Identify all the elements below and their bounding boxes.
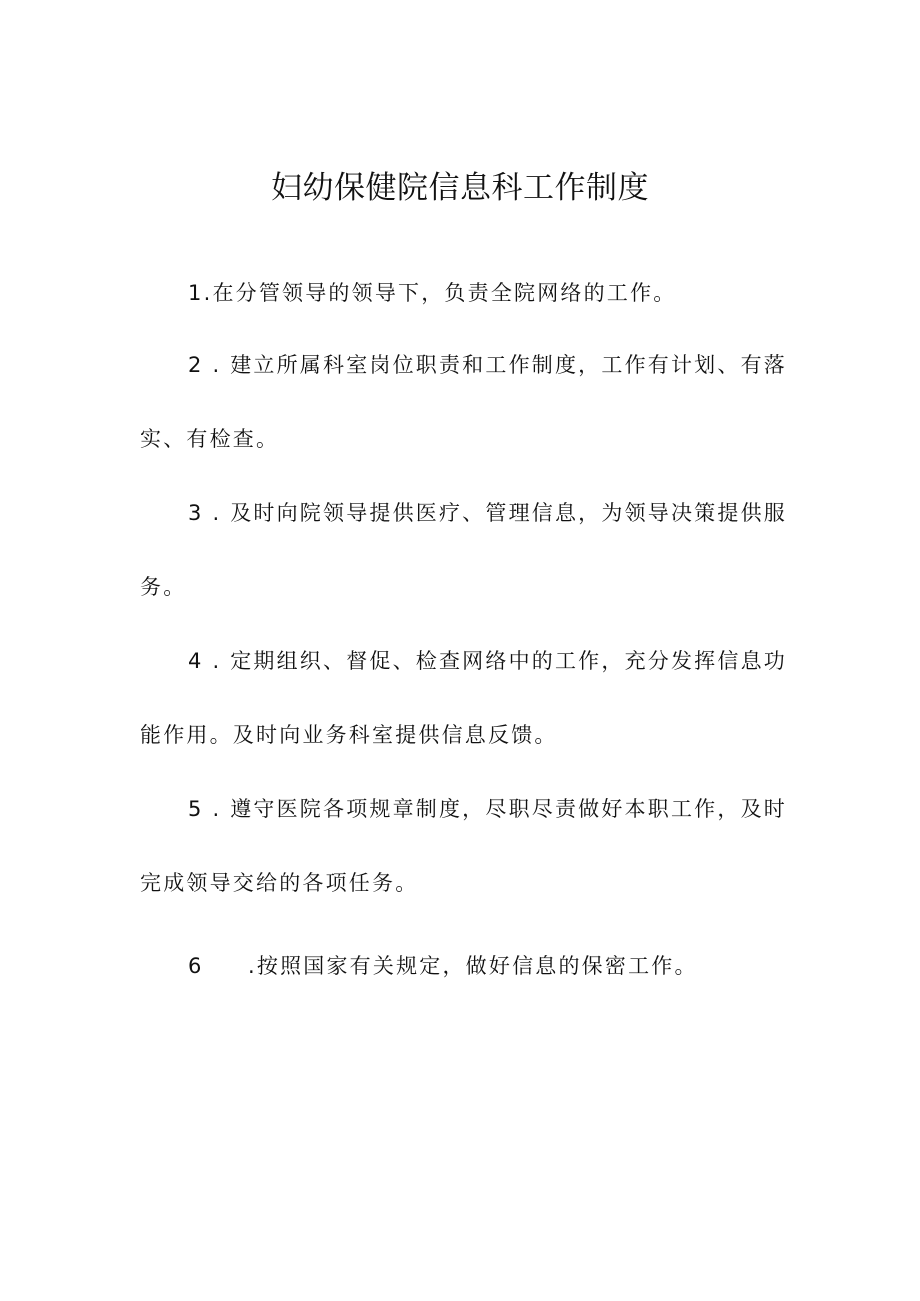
item-text: . 定期组织、督促、检查网络中的工作，充分发挥信息功 [203,649,787,673]
item-line [188,498,787,528]
item-number: 6 [188,954,204,978]
item-number: 2 [188,353,204,377]
item-continuation: 能作用。及时向业务科室提供信息反馈。 [140,723,558,747]
item-number: 5 [188,797,204,821]
item-line [188,350,787,380]
item-text: .在分管领导的领导下，负责全院网络的工作。 [203,281,677,305]
item-continuation: 务。 [140,575,187,599]
item-line [188,951,698,981]
item-line [188,278,676,308]
item-text: .按照国家有关规定，做好信息的保密工作。 [248,954,698,978]
item-continuation: 完成领导交给的各项任务。 [140,871,419,895]
item-number: 4 [188,649,204,673]
item-number: 1 [188,281,204,305]
item-number: 3 [188,501,204,525]
item-text: . 遵守医院各项规章制度，尽职尽责做好本职工作，及时 [203,797,787,821]
item-line [188,794,787,824]
document-title: 妇幼保健院信息科工作制度 [271,170,649,206]
item-continuation: 实、有检查。 [140,427,280,451]
item-text: . 建立所属科室岗位职责和工作制度，工作有计划、有落 [203,353,787,377]
item-text: . 及时向院领导提供医疗、管理信息，为领导决策提供服 [203,501,787,525]
item-line [188,646,787,676]
